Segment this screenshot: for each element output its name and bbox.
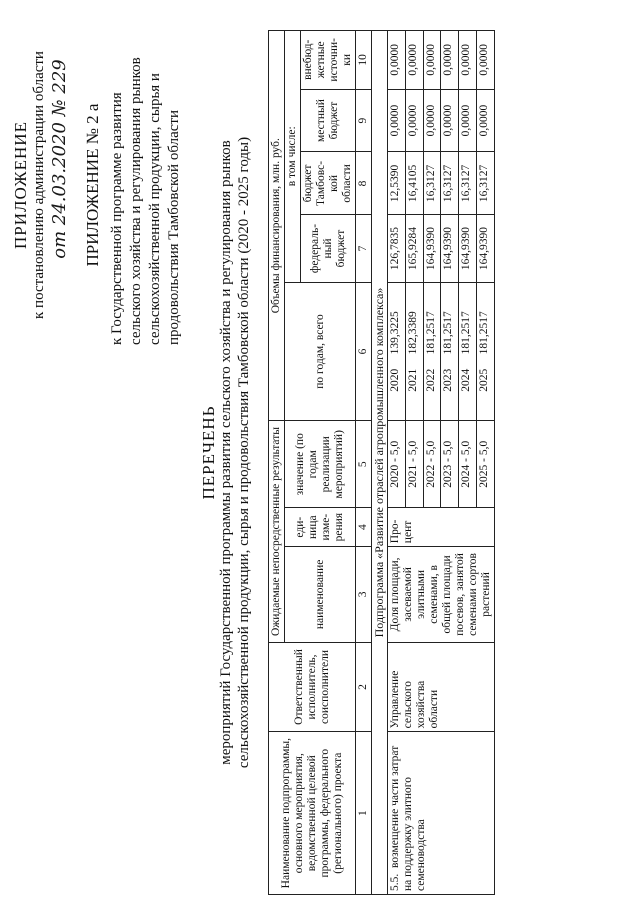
total: 182,3389 [406, 311, 419, 355]
header-indicator: наименование [285, 547, 356, 642]
col-number: 3 [356, 547, 372, 642]
col-number: 7 [356, 215, 372, 282]
federal-budget: 126,7835 [388, 215, 406, 282]
total: 181,2517 [478, 311, 491, 355]
regional-budget: 16,3127 [477, 152, 495, 215]
regional-budget: 12,5390 [388, 152, 406, 215]
appendix2-text [108, 25, 184, 345]
header-name: Наименование подпрограммы, основного мероприятия, ведомственной целевой программы, федерального (регионального) проекта [269, 732, 356, 895]
appendix-decree-line: к постановлению администрации области [31, 51, 47, 319]
regional-budget: 16,3127 [459, 152, 477, 215]
local-budget: 0,0000 [388, 89, 406, 152]
year-total-cell [405, 282, 423, 421]
subprogram-title: Подпрограмма «Развитие отраслей агропромышленного комплекса» [372, 31, 388, 895]
federal-budget: 164,9390 [459, 215, 477, 282]
year-total-cell [423, 282, 441, 421]
measure-number: 5.5. [389, 873, 401, 891]
federal-budget: 165,9284 [405, 215, 423, 282]
col-number: 2 [356, 642, 372, 732]
header-financing: Объемы финансирования, млн. руб. [269, 31, 285, 421]
col-number: 10 [356, 31, 372, 90]
target-value: 2024 - 5,0 [459, 421, 477, 508]
appendix2-line: продовольствия Тамбовской области [166, 110, 182, 345]
measure-executor: Управление сельского хозяйства области [388, 642, 495, 732]
col-number: 6 [356, 282, 372, 421]
target-value: 2020 - 5,0 [388, 421, 406, 508]
total: 139,3225 [389, 311, 401, 355]
local-budget: 0,0000 [459, 89, 477, 152]
header-local: местный бюджет [301, 89, 356, 152]
header-expected-results: Ожидаемые непосредственные результаты [269, 421, 285, 642]
header-regional: бюджет Тамбовс-кой области [301, 152, 356, 215]
target-value: 2025 - 5,0 [477, 421, 495, 508]
header-total: по годам, всего [285, 282, 356, 421]
extrabudget: 0,0000 [423, 31, 441, 90]
federal-budget: 164,9390 [423, 215, 441, 282]
total: 181,2517 [424, 311, 437, 355]
appendix-title: ПРИЛОЖЕНИЕ [11, 121, 30, 249]
appendix2-title: ПРИЛОЖЕНИЕ № 2 а [83, 103, 102, 267]
appendix2-line: к Государственной программе развития [109, 92, 125, 345]
regional-budget: 16,3127 [441, 152, 459, 215]
col-number: 8 [356, 152, 372, 215]
local-budget: 0,0000 [423, 89, 441, 152]
handwritten-date-number: от 24.03.2020 № 229 [49, 59, 70, 259]
measure-indicator: Доля площади, засеваемой элитными семенами, в общей площади посевов, занятой семенами сортов растений [388, 547, 495, 642]
regional-budget: 16,4105 [405, 152, 423, 215]
col-number: 1 [356, 732, 372, 895]
extrabudget: 0,0000 [459, 31, 477, 90]
measure-unit: Про-цент [388, 508, 495, 547]
col-number: 9 [356, 89, 372, 152]
extrabudget: 0,0000 [388, 31, 406, 90]
header-extrabudget: внебюд-жетные источни-ки [301, 31, 356, 90]
target-value: 2022 - 5,0 [423, 421, 441, 508]
header-including: в том числе: [285, 31, 301, 283]
col-number: 4 [356, 508, 372, 547]
header-federal: федераль-ный бюджет [301, 215, 356, 282]
year-total-cell [459, 282, 477, 421]
federal-budget: 164,9390 [441, 215, 459, 282]
list-subtitle-1: мероприятий Государственной программы развития сельского хозяйства и регулирования рынков [218, 140, 234, 765]
year-total-cell [441, 282, 459, 421]
year: 2022 [424, 368, 437, 392]
list-subtitle-2: сельскохозяйственной продукции, сырья и продовольствия Тамбовской области (2020 - 2025 годы) [236, 136, 252, 769]
year-total-cell [477, 282, 495, 421]
measure-name: возмещение части затрат на поддержку элитного семеноводства [389, 745, 427, 891]
appendix2-line: сельского хозяйства и регулирования рынков [128, 57, 144, 345]
list-title: ПЕРЕЧЕНЬ [199, 405, 218, 500]
federal-budget: 164,9390 [477, 215, 495, 282]
local-budget: 0,0000 [441, 89, 459, 152]
header-target-value: значение (по годам реализации мероприятий) [285, 421, 356, 508]
header-unit: еди-ница изме-рения [285, 508, 356, 547]
header-executor: Ответственный исполнитель, соисполнители [269, 642, 356, 732]
col-number: 5 [356, 421, 372, 508]
year: 2020 [389, 368, 401, 392]
extrabudget: 0,0000 [477, 31, 495, 90]
measure-cell [388, 732, 495, 895]
year: 2021 [406, 368, 419, 392]
year-total-cell [388, 282, 406, 421]
appendix2-line: сельскохозяйственной продукции, сырья и [147, 73, 163, 345]
regional-budget: 16,3127 [423, 152, 441, 215]
total: 181,2517 [460, 311, 473, 355]
total: 181,2517 [442, 311, 455, 355]
extrabudget: 0,0000 [441, 31, 459, 90]
year: 2025 [478, 368, 491, 392]
measures-table [268, 30, 495, 895]
year: 2024 [460, 368, 473, 392]
year: 2023 [442, 368, 455, 392]
local-budget: 0,0000 [405, 89, 423, 152]
extrabudget: 0,0000 [405, 31, 423, 90]
target-value: 2021 - 5,0 [405, 421, 423, 508]
target-value: 2023 - 5,0 [441, 421, 459, 508]
local-budget: 0,0000 [477, 89, 495, 152]
